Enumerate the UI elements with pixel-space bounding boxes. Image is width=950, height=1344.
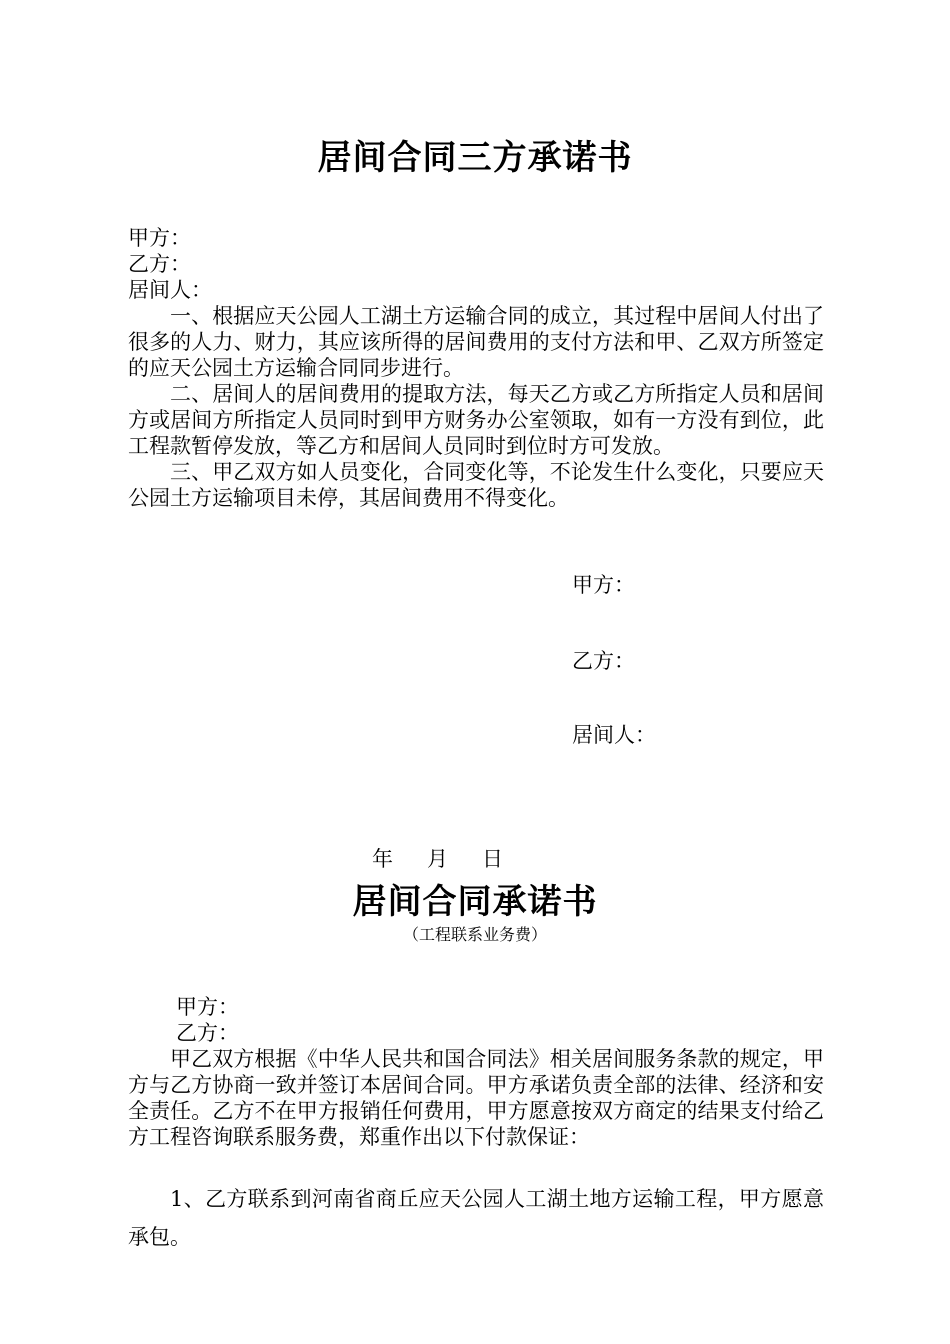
- party-b-label-2: 乙方：: [176, 1021, 239, 1045]
- document-title-tripartite: 居间合同三方承诺书: [317, 138, 633, 178]
- party-b-label: 乙方：: [128, 252, 191, 276]
- intro-paragraph: 甲乙双方根据《中华人民共和国合同法》相关居间服务条款的规定，甲方与乙方协商一致并签订本居间合同。甲方承诺负责全部的法律、经济和安全责任。乙方不在甲方报销任何费用，甲方愿意按双方商定的结果支付给乙方工程咨询联系服务费，郑重作出以下付款保证：: [128, 1047, 824, 1149]
- date-day: 日: [482, 847, 503, 871]
- signature-party-b: 乙方：: [572, 649, 635, 673]
- tripartite-body: [128, 225, 824, 511]
- item-1: 1、乙方联系到河南省商丘应天公园人工湖土地方运输工程，甲方愿意承包。: [128, 1187, 824, 1249]
- clause-2: 二、居间人的居间费用的提取方法，每天乙方或乙方所指定人员和居间方或居间方所指定人员同时到甲方财务办公室领取，如有一方没有到位，此工程款暂停发放，等乙方和居间人员同时到位时方可发放。: [128, 382, 824, 458]
- date-year: 年: [372, 847, 393, 871]
- intermediary-label: 居间人：: [128, 278, 212, 302]
- clause-1: 一、根据应天公园人工湖土方运输合同的成立，其过程中居间人付出了很多的人力、财力，其应该所得的居间费用的支付方法和甲、乙双方所签定的应天公园土方运输合同同步进行。: [128, 304, 824, 380]
- signing-date: [372, 846, 503, 872]
- party-a-label: 甲方：: [128, 226, 191, 250]
- clause-3: 三、甲乙双方如人员变化，合同变化等，不论发生什么变化，只要应天公园土方运输项目未停，其居间费用不得变化。: [128, 460, 824, 510]
- signature-party-a: 甲方：: [572, 573, 635, 597]
- signature-intermediary: 居间人：: [572, 723, 656, 747]
- party-a-label-2: 甲方：: [176, 995, 239, 1019]
- commitment-items: [128, 1180, 824, 1256]
- document-subtitle: （工程联系业务费）: [402, 925, 547, 944]
- date-month: 月: [427, 847, 448, 871]
- document-title-commitment: 居间合同承诺书: [352, 882, 598, 922]
- commitment-intro: [128, 1046, 824, 1150]
